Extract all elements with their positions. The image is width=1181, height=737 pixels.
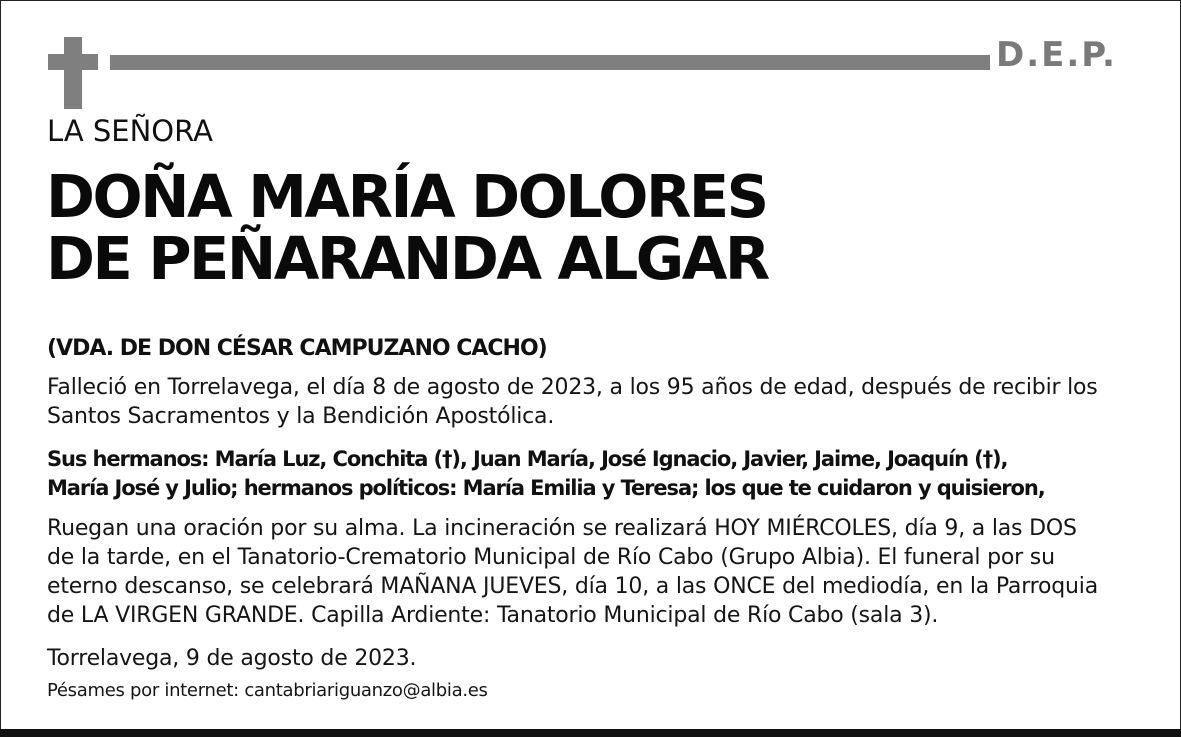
header-rule bbox=[110, 55, 990, 70]
ceremony-line-2: de la tarde, en el Tanatorio-Crematorio Municipal de Río Cabo (Grupo Albia). El funeral por su bbox=[47, 545, 1055, 570]
ceremony-line-1: Ruegan una oración por su alma. La incineración se realizará HOY MIÉRCOLES, día 9, a las DOS bbox=[47, 516, 1077, 541]
family-list bbox=[47, 445, 1045, 503]
honorific: LA SEÑORA bbox=[47, 114, 213, 148]
closing-place-date: Torrelavega, 9 de agosto de 2023. bbox=[47, 646, 417, 671]
deceased-name-line-1: DOÑA MARÍA DOLORES bbox=[46, 162, 767, 231]
widow-of: (VDA. DE DON CÉSAR CAMPUZANO CACHO) bbox=[47, 336, 547, 361]
deceased-name bbox=[46, 162, 768, 293]
cross-icon bbox=[48, 37, 98, 109]
family-line-1: Sus hermanos: María Luz, Conchita (†), Juan María, José Ignacio, Javier, Jaime, Joaquín (†), bbox=[47, 447, 1008, 471]
condolences-contact: Pésames por internet: cantabriariguanzo@albia.es bbox=[47, 680, 488, 701]
death-notice-line-2: Santos Sacramentos y la Bendición Apostólica. bbox=[47, 404, 555, 429]
family-line-2: María José y Julio; hermanos políticos: María Emilia y Teresa; los que te cuidaron y quisieron, bbox=[47, 476, 1045, 500]
ceremony-line-4: de LA VIRGEN GRANDE. Capilla Ardiente: Tanatorio Municipal de Río Cabo (sala 3). bbox=[47, 603, 939, 628]
ceremony-line-3: eterno descanso, se celebrará MAÑANA JUEVES, día 10, a las ONCE del mediodía, en la Parroquia bbox=[47, 574, 1098, 599]
death-notice bbox=[47, 373, 1098, 431]
deceased-name-line-2: DE PEÑARANDA ALGAR bbox=[46, 224, 768, 293]
ceremony-details bbox=[47, 514, 1098, 630]
dep-label: D.E.P. bbox=[996, 35, 1117, 75]
bottom-border bbox=[0, 729, 1181, 737]
death-notice-line-1: Falleció en Torrelavega, el día 8 de agosto de 2023, a los 95 años de edad, después de recibir los bbox=[47, 375, 1098, 400]
